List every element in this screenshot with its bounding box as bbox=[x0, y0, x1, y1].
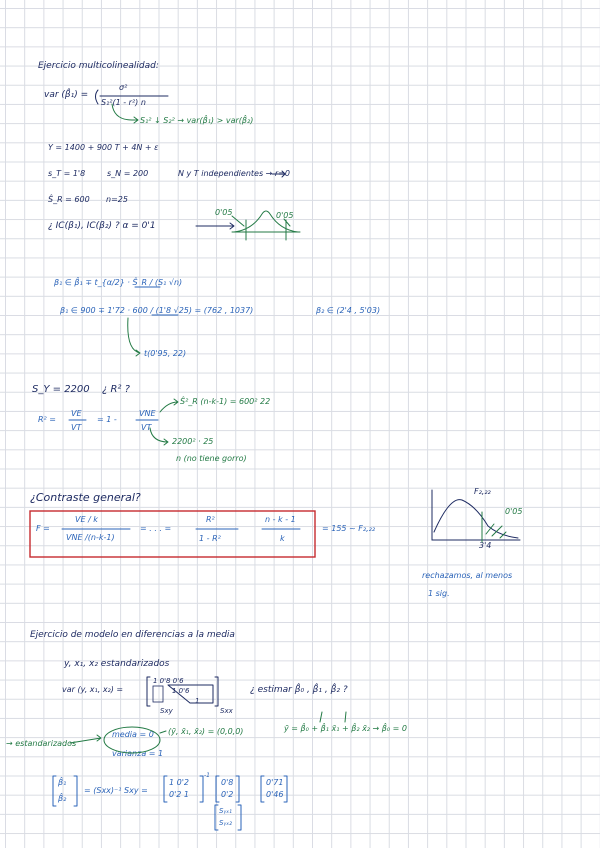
var-matrix-lhs: var (y, x₁, x₂) = bbox=[62, 685, 124, 694]
varianza-one: varianza = 1 bbox=[112, 749, 164, 758]
beta-vector-2: β̂₂ bbox=[58, 794, 67, 803]
n-value: n=25 bbox=[106, 195, 128, 204]
f-tail-hatch bbox=[486, 524, 506, 538]
vne-arrow bbox=[160, 399, 178, 412]
beta-vector-1: β̂₁ bbox=[58, 778, 67, 787]
result-vector-2: 0'46 bbox=[266, 790, 284, 799]
beta-vector-right-bracket bbox=[74, 776, 77, 806]
var-matrix-row-3: 1 bbox=[195, 697, 200, 705]
f-critical-value: 3'4 bbox=[479, 541, 492, 550]
standardized-vars: y, x₁, x₂ estandarizados bbox=[64, 659, 170, 669]
f-tail-label: 0'05 bbox=[505, 507, 523, 516]
result-vector-1: 0'71 bbox=[266, 778, 284, 787]
var-matrix-right-bracket bbox=[215, 677, 218, 706]
standardized-note: → estandarizados bbox=[6, 739, 77, 748]
r2-vt2: VT bbox=[141, 423, 152, 432]
r2-question: ¿ R² ? bbox=[102, 384, 130, 395]
conclusion-line-2: 1 sig. bbox=[428, 589, 450, 598]
conclusion-line-1: rechazamos, al menos bbox=[422, 571, 513, 580]
ic-calculation-b1: β₁ ∈ 900 ∓ 1'72 · 600 / (1'8 √25) = (762 , 1037) bbox=[60, 306, 254, 315]
r2-vne: VNE bbox=[139, 409, 156, 418]
r2-minus: = 1 - bbox=[97, 415, 117, 424]
t-value-note: t(0'95, 22) bbox=[144, 349, 187, 358]
f-nk1: n - k - 1 bbox=[265, 515, 296, 524]
f-lhs: F = bbox=[36, 524, 50, 533]
ic-general-formula: β₁ ∈ β̂₁ ∓ t_{α/2} · Ŝ_R / (S₁ √n) bbox=[54, 278, 183, 287]
means-zero: (ȳ, x̄₁, x̄₂) = (0,0,0) bbox=[168, 727, 244, 736]
sxy-right-bracket bbox=[236, 776, 239, 802]
alpha-arrow bbox=[196, 223, 234, 229]
f-one-minus-r2: 1 - R² bbox=[199, 534, 221, 543]
model-equation: Y = 1400 + 900 T + 4N + ε bbox=[48, 143, 159, 152]
t-right-tail-pointer bbox=[284, 219, 290, 226]
f-dist-label: F₂,₂₂ bbox=[474, 487, 491, 496]
r2-vt: VT bbox=[71, 423, 82, 432]
sy-value: S_Y = 2200 bbox=[32, 384, 90, 395]
tail-right-label: 0'05 bbox=[276, 211, 294, 220]
var-matrix-row-2: 1 0'6 bbox=[172, 687, 190, 695]
sub-right-bracket bbox=[238, 805, 241, 830]
title-multicolinealidad: Ejercicio multicolinealidad: bbox=[38, 61, 159, 71]
inverse-left-bracket bbox=[164, 776, 167, 802]
result-right-bracket bbox=[284, 776, 287, 802]
media-zero: media = 0 bbox=[112, 730, 154, 739]
var-matrix-left-bracket bbox=[147, 677, 150, 706]
n-note: n (no tiene gorro) bbox=[176, 454, 247, 463]
f-k: k bbox=[280, 534, 285, 543]
sxy-subvector-2: Sᵧₓ₂ bbox=[219, 819, 232, 827]
ic-question: ¿ IC(β₁), IC(β₂) ? α = 0'1 bbox=[48, 221, 156, 231]
estimate-question: ¿ estimar β̂₀ , β̂₁ , β̂₂ ? bbox=[250, 685, 348, 695]
sxx-label: Sxx bbox=[220, 707, 233, 715]
f-density-curve bbox=[434, 500, 518, 538]
var-formula-denominator: S₁²(1 - r²) n bbox=[101, 98, 146, 107]
sxy-vector-2: 0'2 bbox=[221, 790, 234, 799]
inverse-right-bracket bbox=[200, 776, 203, 802]
independence-note: N y T independientes → r=0 bbox=[178, 169, 290, 178]
s-r-value: Ŝ_R = 600 bbox=[48, 195, 90, 204]
sxy-left-bracket bbox=[216, 776, 219, 802]
inverse-row-1: 1 0'2 bbox=[169, 778, 190, 787]
beta-equation: = (Sxx)⁻¹ Sxy = bbox=[84, 786, 148, 795]
inverse-row-2: 0'2 1 bbox=[169, 790, 190, 799]
t-value-arrow bbox=[128, 318, 140, 356]
t-left-tail-pointer bbox=[232, 216, 244, 226]
intercept-equation: ȳ = β̂₀ + β̂₁ x̄₁ + β̂₂ x̄₂ → β̂₀ = 0 bbox=[284, 724, 407, 733]
f-r2: R² bbox=[206, 515, 215, 524]
r2-lhs: R² = bbox=[38, 415, 57, 424]
tail-left-label: 0'05 bbox=[215, 208, 233, 217]
inverse-exponent: -1 bbox=[204, 772, 210, 779]
sxy-label: Sxy bbox=[160, 707, 173, 715]
means-arrow bbox=[160, 731, 166, 733]
f-result: = 155 ~ F₂,₂₂ bbox=[322, 524, 376, 533]
s-n-value: s_N = 200 bbox=[107, 169, 149, 178]
var-matrix-row-1: 1 0'8 0'6 bbox=[153, 677, 184, 685]
var-formula-numerator: σ² bbox=[119, 83, 128, 92]
var-formula-bracket bbox=[96, 90, 99, 104]
f-ve-k: VE / k bbox=[75, 515, 98, 524]
sub-left-bracket bbox=[215, 805, 218, 830]
contraste-title: ¿Contraste general? bbox=[30, 491, 141, 504]
f-dots: = . . . = bbox=[140, 524, 172, 533]
var-formula-lhs: var (β̂₁) = bbox=[44, 90, 89, 100]
r2-ve: VE bbox=[71, 409, 82, 418]
var-comparison-note: S₁² ↓ S₂² → var(β̂₁) > var(β̂₂) bbox=[140, 116, 254, 125]
ejercicio-diferencias-title: Ejercicio de modelo en diferencias a la media bbox=[30, 630, 235, 640]
intercept-arrows bbox=[320, 712, 346, 722]
result-left-bracket bbox=[261, 776, 264, 802]
sxy-box bbox=[153, 686, 163, 702]
vt-note: 2200² · 25 bbox=[172, 437, 214, 446]
beta-vector-left-bracket bbox=[53, 776, 56, 806]
ic-result-b2: β₂ ∈ (2'4 , 5'03) bbox=[316, 306, 381, 315]
vt-arrow bbox=[150, 428, 168, 445]
s-t-value: s_T = 1'8 bbox=[48, 169, 86, 178]
vne-note: Ŝ²_R (n-k-1) = 600² 22 bbox=[180, 397, 271, 406]
sxy-subvector-1: Sᵧₓ₁ bbox=[219, 807, 232, 815]
f-vne-nk: VNE /(n-k-1) bbox=[66, 533, 115, 542]
sxy-vector-1: 0'8 bbox=[221, 778, 234, 787]
